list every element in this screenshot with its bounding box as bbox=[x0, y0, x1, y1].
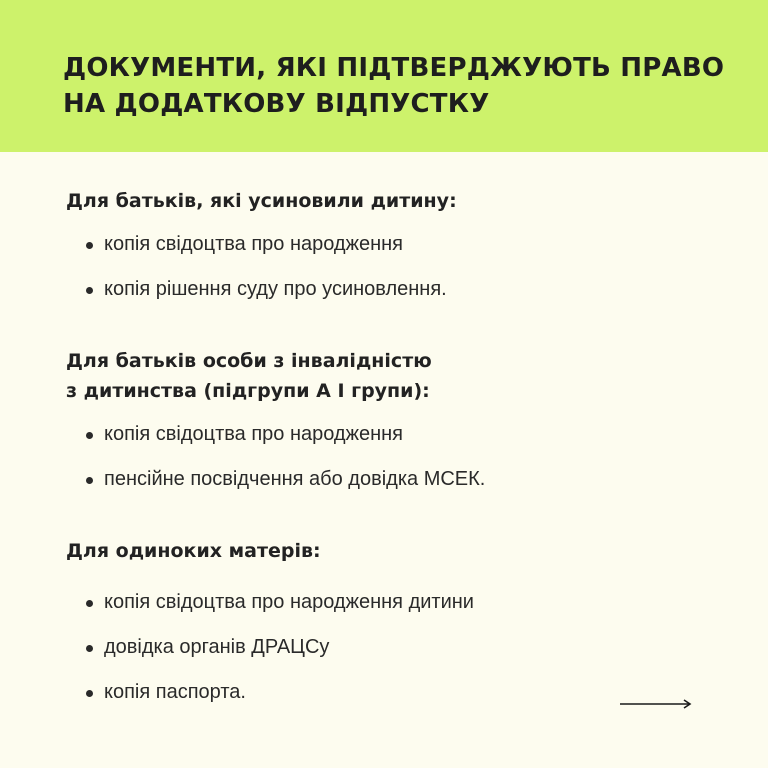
section-title-line: Для батьків, які усиновили дитину: bbox=[66, 190, 457, 212]
list-item bbox=[66, 412, 485, 457]
document-list bbox=[66, 222, 457, 312]
list-item-text: копія паспорта. bbox=[104, 681, 246, 703]
list-item-text: пенсійне посвідчення або довідка МСЕК. bbox=[104, 468, 486, 490]
bullet-icon bbox=[86, 477, 93, 484]
arrow-right-icon[interactable] bbox=[620, 697, 692, 711]
document-list bbox=[66, 412, 485, 502]
list-item bbox=[66, 625, 474, 670]
bullet-icon bbox=[86, 645, 93, 652]
section-title bbox=[66, 536, 474, 566]
list-item bbox=[66, 267, 457, 312]
section-title-line: з дитинства (підгрупи А І групи): bbox=[66, 380, 430, 402]
list-item-text: довідка органів ДРАЦСу bbox=[104, 636, 330, 658]
list-item bbox=[66, 222, 457, 267]
section-title-line: Для одиноких матерів: bbox=[66, 540, 321, 562]
list-item-text: копія свідоцтва про народження bbox=[104, 233, 404, 255]
section-single-mothers bbox=[66, 536, 474, 715]
bullet-icon bbox=[86, 690, 93, 697]
bullet-icon bbox=[86, 287, 93, 294]
document-list bbox=[66, 580, 474, 715]
list-item bbox=[66, 670, 474, 715]
list-item-text: копія свідоцтва про народження дитини bbox=[104, 591, 474, 613]
section-parents-of-disabled bbox=[66, 346, 485, 502]
list-item bbox=[66, 580, 474, 625]
bullet-icon bbox=[86, 600, 93, 607]
list-item bbox=[66, 457, 485, 502]
list-item-text: копія рішення суду про усиновлення. bbox=[104, 278, 447, 300]
page-title bbox=[63, 50, 724, 122]
section-title bbox=[66, 346, 485, 406]
section-adoptive-parents bbox=[66, 186, 457, 312]
section-title bbox=[66, 186, 457, 216]
section-title-line: Для батьків особи з інвалідністю bbox=[66, 350, 432, 372]
bullet-icon bbox=[86, 242, 93, 249]
bullet-icon bbox=[86, 432, 93, 439]
page-title-line-2: НА ДОДАТКОВУ ВІДПУСТКУ bbox=[63, 89, 490, 119]
header-banner bbox=[0, 0, 768, 152]
page-title-line-1: ДОКУМЕНТИ, ЯКІ ПІДТВЕРДЖУЮТЬ ПРАВО bbox=[63, 53, 725, 83]
list-item-text: копія свідоцтва про народження bbox=[104, 423, 404, 445]
